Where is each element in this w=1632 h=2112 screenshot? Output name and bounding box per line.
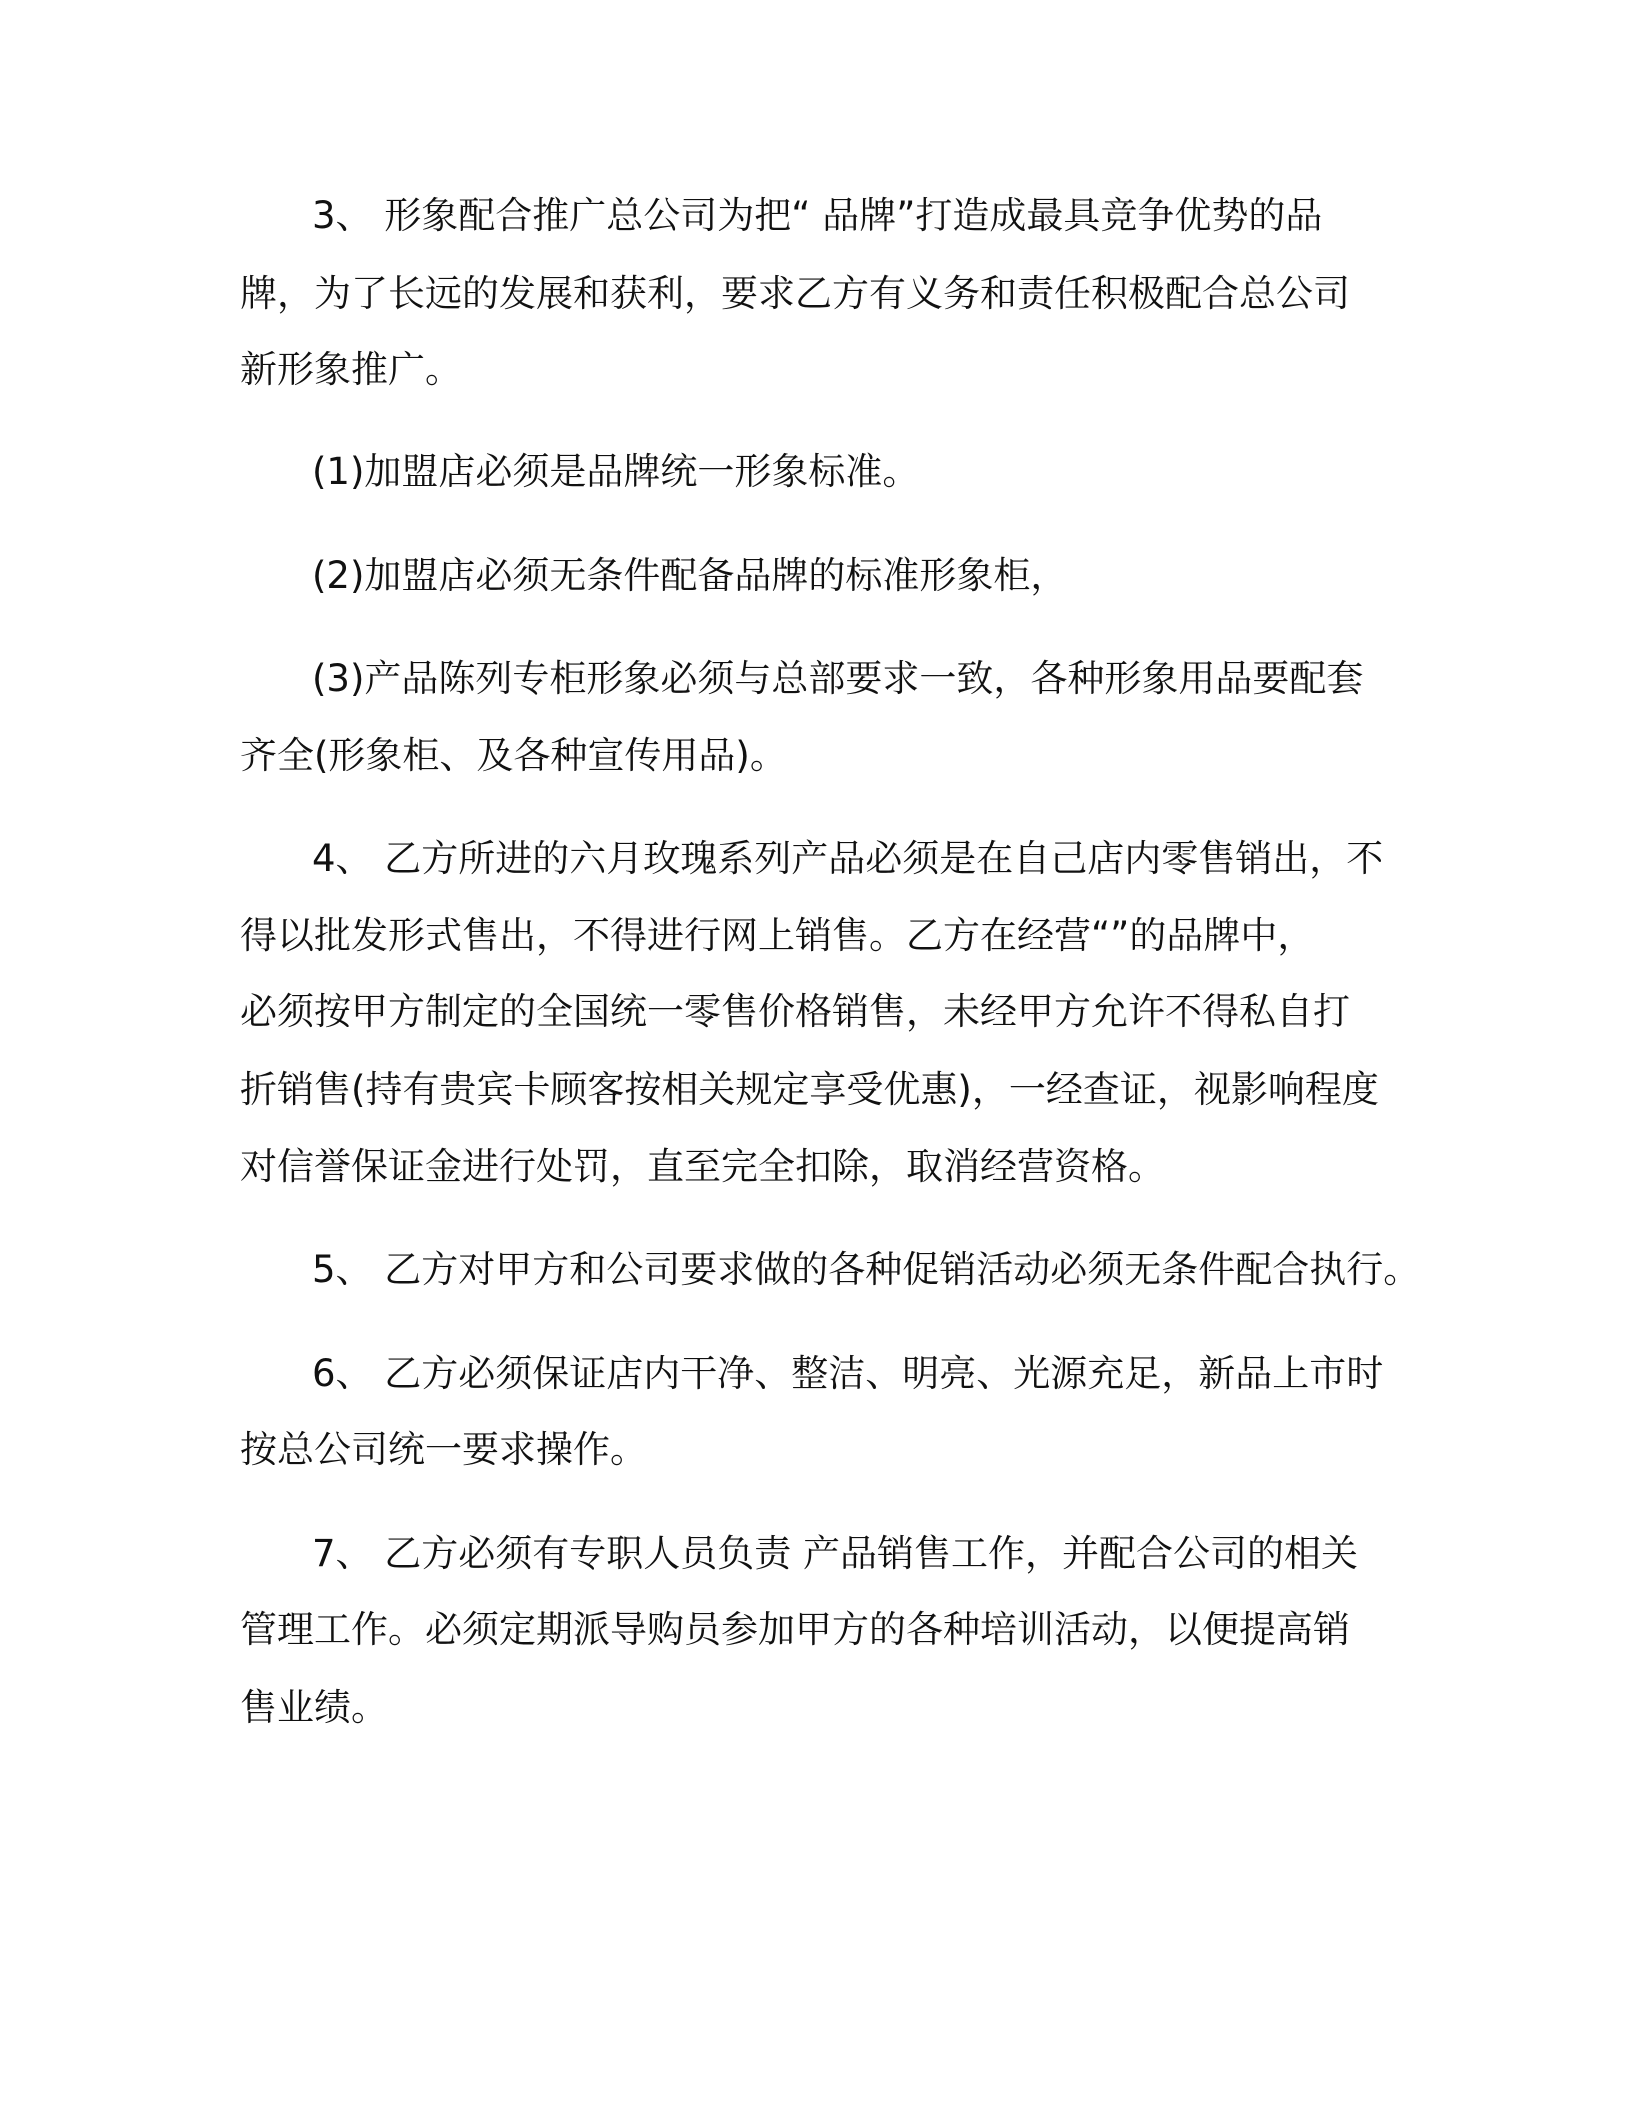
item-2-line: (2)加盟店必须无条件配备品牌的标准形象柜， <box>312 554 1068 597</box>
paragraph-6-line-1: 6、 乙方必须保证店内干净、整洁、明亮、光源充足，新品上市时 <box>312 1352 1384 1395</box>
paragraph-4-line-3: 必须按甲方制定的全国统一零售价格销售，未经甲方允许不得私自打 <box>240 990 1350 1033</box>
paragraph-4-line-2: 得以批发形式售出，不得进行网上销售。乙方在经营“”的品牌中， <box>240 914 1315 957</box>
paragraph-4-line-4: 折销售(持有贵宾卡顾客按相关规定享受优惠)，一经查证，视影响程度 <box>240 1068 1379 1111</box>
paragraph-7-line-3: 售业绩。 <box>240 1686 388 1729</box>
paragraph-4-line-5: 对信誉保证金进行处罚，直至完全扣除，取消经营资格。 <box>240 1145 1165 1188</box>
item-1-line: (1)加盟店必须是品牌统一形象标准。 <box>312 450 920 493</box>
paragraph-7-line-2: 管理工作。必须定期派导购员参加甲方的各种培训活动，以便提高销 <box>240 1608 1350 1651</box>
paragraph-5-line-1: 5、 乙方对甲方和公司要求做的各种促销活动必须无条件配合执行。 <box>312 1248 1421 1291</box>
paragraph-3-line-3: 新形象推广。 <box>240 348 462 391</box>
paragraph-6-line-2: 按总公司统一要求操作。 <box>240 1428 647 1471</box>
item-3-line-2: 齐全(形象柜、及各种宣传用品)。 <box>240 734 787 777</box>
paragraph-7-line-1: 7、 乙方必须有专职人员负责 产品销售工作，并配合公司的相关 <box>312 1532 1359 1575</box>
paragraph-3-line-1: 3、 形象配合推广总公司为把“ 品牌”打造成最具竞争优势的品 <box>312 194 1323 237</box>
paragraph-3-line-2: 牌，为了长远的发展和获利，要求乙方有义务和责任积极配合总公司 <box>240 272 1350 315</box>
paragraph-4-line-1: 4、 乙方所进的六月玫瑰系列产品必须是在自己店内零售销出，不 <box>312 837 1384 880</box>
item-3-line-1: (3)产品陈列专柜形象必须与总部要求一致，各种形象用品要配套 <box>312 657 1364 700</box>
